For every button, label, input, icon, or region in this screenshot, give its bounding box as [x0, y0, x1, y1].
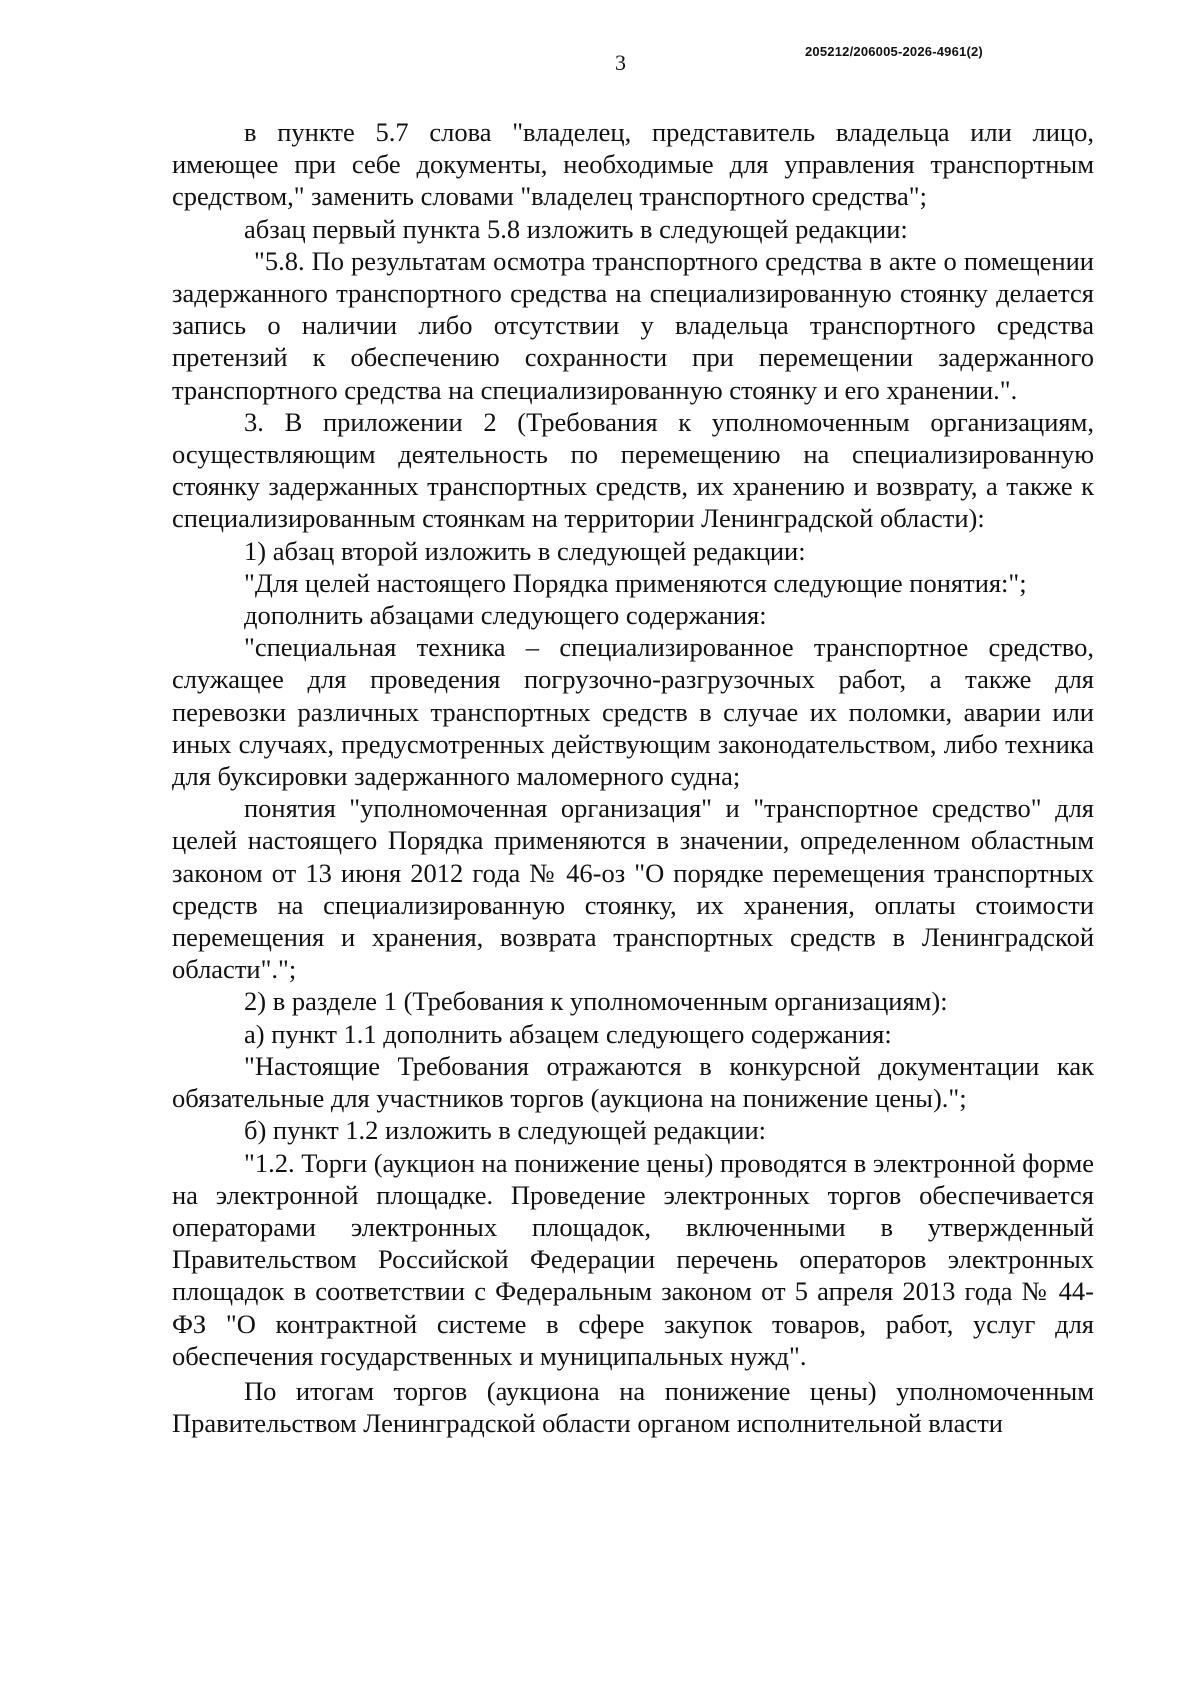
paragraph-subitem-b: б) пункт 1.2 изложить в следующей редакции:	[244, 1115, 767, 1146]
paragraph-1-2-text: "1.2. Торги (аукцион на понижение цены) проводятся в электронной форме на электронной площадке. Проведение электронных торгов обеспечивается операторами электронных площадок, включенными в утвержденный Правительством Российской Федерации перечень операторов электронных площадок в соответствии с Федеральным законом от 5 апреля 2013 года № 44-ФЗ "О контрактной системе в сфере закупок товаров, работ, услуг для обеспечения государственных и муниципальных нужд".	[172, 1147, 1094, 1371]
paragraph-item-3: 3. В приложении 2 (Требования к уполномоченным организациям, осуществляющим деятельность по перемещению на специализированную стоянку задержанных транспортных средств, их хранению и возврату, а также к специализированным стоянкам на территории Ленинградской области):	[172, 406, 1094, 534]
document-code: 205212/206005-2026-4961(2)	[805, 44, 983, 59]
paragraph-subitem-2: 2) в разделе 1 (Требования к уполномоченным организациям):	[244, 986, 948, 1017]
paragraph-subitem-1: 1) абзац второй изложить в следующей редакции:	[244, 535, 806, 566]
paragraph-5-8-intro: абзац первый пункта 5.8 изложить в следующей редакции:	[244, 213, 908, 244]
paragraph-requirements-text: "Настоящие Требования отражаются в конкурсной документации как обязательные для участников торгов (аукциона на понижение цены).";	[172, 1050, 1094, 1114]
paragraph-definitions-intro: "Для целей настоящего Порядка применяются следующие понятия:";	[244, 567, 1027, 598]
paragraph-special-equipment: "специальная техника – специализированное транспортное средство, служащее для проведения погрузочно-разгрузочных работ, а также для перевозки различных транспортных средств в случае их поломки, аварии или иных случаях, предусмотренных действующим законодательством, либо техника для буксировки задержанного маломерного судна;	[172, 632, 1094, 792]
document-body	[172, 116, 1094, 1439]
paragraph-concepts: понятия "уполномоченная организация" и "транспортное средство" для целей настоящего Порядка применяются в значении, определенном областным законом от 13 июня 2012 года № 46-оз "О порядке перемещения транспортных средств на специализированную стоянку, их хранения, оплаты стоимости перемещения и хранения, возврата транспортных средств в Ленинградской области".";	[172, 793, 1094, 985]
paragraph-auction-results: По итогам торгов (аукциона на понижение цены) уполномоченным Правительством Ленинградской области органом исполнительной власти	[172, 1375, 1094, 1439]
paragraph-5-7-amendment: в пункте 5.7 слова "владелец, представитель владельца или лицо, имеющее при себе документы, необходимые для управления транспортным средством," заменить словами "владелец транспортного средства";	[172, 117, 1094, 212]
paragraph-subitem-a: а) пункт 1.1 дополнить абзацем следующего содержания:	[244, 1018, 892, 1049]
page-number: 3	[615, 50, 626, 75]
paragraph-5-8-text: "5.8. По результатам осмотра транспортного средства в акте о помещении задержанного транспортного средства на специализированную стоянку делается запись о наличии либо отсутствии у владельца транспортного средства претензий к обеспечению сохранности при перемещении задержанного транспортного средства на специализированную стоянку и его хранении.".	[172, 245, 1094, 405]
paragraph-supplement: дополнить абзацами следующего содержания:	[244, 600, 767, 631]
